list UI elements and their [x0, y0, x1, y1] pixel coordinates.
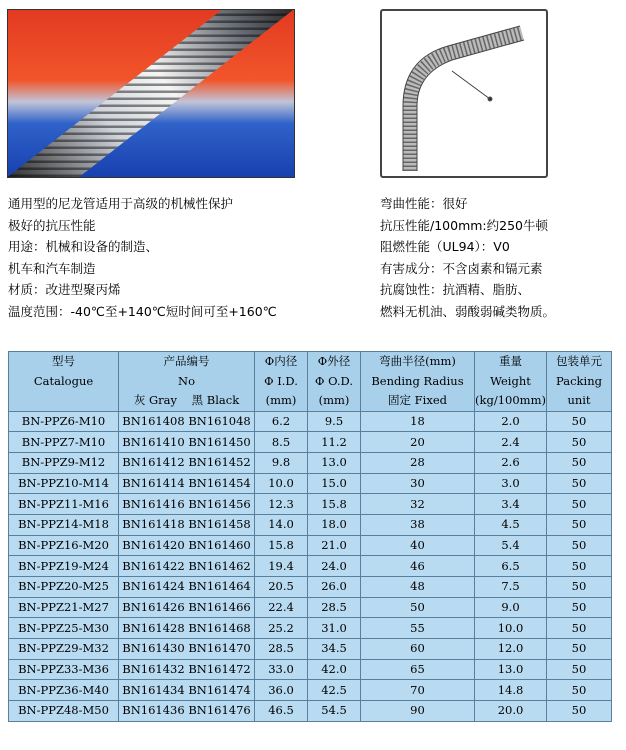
header-line: (mm)	[265, 393, 297, 407]
cell-id: 12.3	[255, 494, 308, 515]
cell-od: 24.0	[308, 556, 361, 577]
cell-catalogue: BN-PPZ21-M27	[9, 597, 119, 618]
cell-product-no: BN161436 BN161476	[119, 701, 255, 722]
cell-weight: 9.0	[475, 597, 547, 618]
cell-product-no: BN161426 BN161466	[119, 597, 255, 618]
header-line: 灰 Gray 黑 Black	[133, 393, 240, 407]
table-row	[9, 494, 612, 515]
header-line: No	[178, 373, 195, 388]
description-right	[380, 193, 555, 322]
desc-right-line: 有害成分：不含卤素和镉元素	[380, 260, 543, 276]
cell-id: 28.5	[255, 639, 308, 660]
cell-packing-unit: 50	[547, 701, 612, 722]
conduit-photo	[7, 9, 295, 178]
cell-id: 15.8	[255, 535, 308, 556]
cell-od: 15.8	[308, 494, 361, 515]
header-od	[308, 352, 361, 412]
cell-catalogue: BN-PPZ20-M25	[9, 577, 119, 598]
cell-product-no: BN161434 BN161474	[119, 680, 255, 701]
header-line: 产品编号	[163, 354, 210, 368]
cell-bending-radius: 40	[361, 535, 475, 556]
header-line: 重量	[499, 354, 522, 368]
spec-table	[8, 351, 612, 722]
cell-product-no: BN161412 BN161452	[119, 452, 255, 473]
cell-id: 6.2	[255, 411, 308, 432]
header-line	[9, 391, 118, 411]
cell-product-no: BN161410 BN161450	[119, 432, 255, 453]
cell-packing-unit: 50	[547, 680, 612, 701]
header-line: 包装单元	[556, 354, 602, 368]
cell-catalogue: BN-PPZ36-M40	[9, 680, 119, 701]
cell-catalogue: BN-PPZ14-M18	[9, 514, 119, 535]
cell-product-no: BN161408 BN161048	[119, 411, 255, 432]
desc-left-line: 极好的抗压性能	[8, 217, 96, 233]
header-line: 弯曲半径(mm)	[379, 354, 456, 368]
cell-catalogue: BN-PPZ16-M20	[9, 535, 119, 556]
table-row	[9, 597, 612, 618]
cell-id: 25.2	[255, 618, 308, 639]
cell-catalogue: BN-PPZ48-M50	[9, 701, 119, 722]
cell-id: 19.4	[255, 556, 308, 577]
cell-weight: 3.0	[475, 473, 547, 494]
cell-product-no: BN161418 BN161458	[119, 514, 255, 535]
table-row	[9, 452, 612, 473]
header-line: Bending Radius	[371, 373, 464, 388]
header-line: 型号	[52, 354, 75, 368]
cell-od: 21.0	[308, 535, 361, 556]
cell-packing-unit: 50	[547, 535, 612, 556]
description-left	[8, 193, 277, 322]
desc-left-line: 温度范围：-40℃至+140℃短时间可至+160℃	[8, 303, 277, 319]
cell-bending-radius: 38	[361, 514, 475, 535]
cell-catalogue: BN-PPZ9-M12	[9, 452, 119, 473]
desc-left-line: 机车和汽车制造	[8, 260, 96, 276]
table-row	[9, 473, 612, 494]
header-bending-radius	[361, 352, 475, 412]
cell-packing-unit: 50	[547, 639, 612, 660]
cell-od: 54.5	[308, 701, 361, 722]
cell-weight: 2.4	[475, 432, 547, 453]
cell-product-no: BN161424 BN161464	[119, 577, 255, 598]
cell-product-no: BN161414 BN161454	[119, 473, 255, 494]
header-line: 固定 Fixed	[388, 393, 447, 407]
desc-right-line: 阻燃性能（UL94）：V0	[380, 239, 510, 254]
header-catalogue	[9, 352, 119, 412]
table-row	[9, 535, 612, 556]
cell-bending-radius: 70	[361, 680, 475, 701]
cell-od: 34.5	[308, 639, 361, 660]
desc-right-line: 抗压性能/100mm:约250牛顿	[380, 217, 548, 233]
cell-od: 28.5	[308, 597, 361, 618]
cell-id: 46.5	[255, 701, 308, 722]
table-row	[9, 701, 612, 722]
cell-weight: 4.5	[475, 514, 547, 535]
header-packing-unit	[547, 352, 612, 412]
cell-weight: 14.8	[475, 680, 547, 701]
cell-od: 31.0	[308, 618, 361, 639]
cell-id: 8.5	[255, 432, 308, 453]
cell-packing-unit: 50	[547, 659, 612, 680]
table-row	[9, 514, 612, 535]
cell-bending-radius: 60	[361, 639, 475, 660]
cell-od: 13.0	[308, 452, 361, 473]
desc-left-line: 通用型的尼龙管适用于高级的机械性保护	[8, 196, 234, 211]
desc-right-line: 弯曲性能：很好	[380, 196, 468, 211]
table-row	[9, 618, 612, 639]
header-line: unit	[567, 393, 591, 407]
cell-weight: 12.0	[475, 639, 547, 660]
cell-bending-radius: 55	[361, 618, 475, 639]
desc-right-line: 抗腐蚀性：抗酒精、脂肪、	[380, 282, 531, 297]
cell-id: 10.0	[255, 473, 308, 494]
cell-od: 11.2	[308, 432, 361, 453]
cell-catalogue: BN-PPZ10-M14	[9, 473, 119, 494]
cell-bending-radius: 20	[361, 432, 475, 453]
cell-packing-unit: 50	[547, 473, 612, 494]
cell-packing-unit: 50	[547, 432, 612, 453]
cell-product-no: BN161422 BN161462	[119, 556, 255, 577]
cell-bending-radius: 46	[361, 556, 475, 577]
desc-right-line: 燃料无机油、弱酸弱碱类物质。	[380, 303, 556, 319]
cell-product-no: BN161416 BN161456	[119, 494, 255, 515]
cell-packing-unit: 50	[547, 514, 612, 535]
table-row	[9, 411, 612, 432]
cell-weight: 7.5	[475, 577, 547, 598]
cell-product-no: BN161420 BN161460	[119, 535, 255, 556]
cell-packing-unit: 50	[547, 556, 612, 577]
table-row	[9, 556, 612, 577]
header-line: Φ外径	[317, 354, 351, 368]
spec-table-body	[9, 411, 612, 721]
cell-catalogue: BN-PPZ25-M30	[9, 618, 119, 639]
header-line: Φ I.D.	[264, 373, 298, 388]
desc-left-line: 材质：改进型聚丙烯	[8, 282, 121, 297]
table-row	[9, 639, 612, 660]
cell-bending-radius: 28	[361, 452, 475, 473]
cell-catalogue: BN-PPZ33-M36	[9, 659, 119, 680]
cell-weight: 13.0	[475, 659, 547, 680]
cell-bending-radius: 18	[361, 411, 475, 432]
cell-weight: 10.0	[475, 618, 547, 639]
header-line: Packing	[556, 373, 602, 388]
header-line: (mm)	[318, 393, 350, 407]
cell-packing-unit: 50	[547, 597, 612, 618]
desc-left-line: 用途：机械和设备的制造、	[8, 239, 159, 254]
table-row	[9, 659, 612, 680]
cell-bending-radius: 32	[361, 494, 475, 515]
table-row	[9, 680, 612, 701]
cell-catalogue: BN-PPZ29-M32	[9, 639, 119, 660]
table-row	[9, 432, 612, 453]
header-no	[119, 352, 255, 412]
cell-weight: 3.4	[475, 494, 547, 515]
cell-catalogue: BN-PPZ7-M10	[9, 432, 119, 453]
bending-illustration	[380, 9, 548, 178]
cell-packing-unit: 50	[547, 452, 612, 473]
header-id	[255, 352, 308, 412]
cell-catalogue: BN-PPZ6-M10	[9, 411, 119, 432]
cell-weight: 5.4	[475, 535, 547, 556]
cell-od: 26.0	[308, 577, 361, 598]
cell-catalogue: BN-PPZ19-M24	[9, 556, 119, 577]
cell-od: 18.0	[308, 514, 361, 535]
cell-packing-unit: 50	[547, 618, 612, 639]
cell-catalogue: BN-PPZ11-M16	[9, 494, 119, 515]
header-weight	[475, 352, 547, 412]
header-line: Φ O.D.	[315, 373, 353, 388]
cell-bending-radius: 30	[361, 473, 475, 494]
spec-table-header	[9, 352, 612, 412]
cell-bending-radius: 65	[361, 659, 475, 680]
cell-id: 33.0	[255, 659, 308, 680]
cell-id: 14.0	[255, 514, 308, 535]
cell-id: 22.4	[255, 597, 308, 618]
cell-weight: 2.0	[475, 411, 547, 432]
cell-od: 15.0	[308, 473, 361, 494]
cell-weight: 2.6	[475, 452, 547, 473]
cell-id: 20.5	[255, 577, 308, 598]
cell-packing-unit: 50	[547, 577, 612, 598]
table-row	[9, 577, 612, 598]
cell-id: 9.8	[255, 452, 308, 473]
cell-od: 42.0	[308, 659, 361, 680]
cell-bending-radius: 50	[361, 597, 475, 618]
cell-packing-unit: 50	[547, 494, 612, 515]
cell-product-no: BN161428 BN161468	[119, 618, 255, 639]
header-line: Φ内径	[264, 354, 298, 368]
cell-bending-radius: 48	[361, 577, 475, 598]
cell-weight: 20.0	[475, 701, 547, 722]
cell-product-no: BN161430 BN161470	[119, 639, 255, 660]
cell-od: 9.5	[308, 411, 361, 432]
cell-product-no: BN161432 BN161472	[119, 659, 255, 680]
header-line: Weight	[490, 373, 531, 388]
cell-packing-unit: 50	[547, 411, 612, 432]
cell-od: 42.5	[308, 680, 361, 701]
cell-weight: 6.5	[475, 556, 547, 577]
cell-bending-radius: 90	[361, 701, 475, 722]
cell-id: 36.0	[255, 680, 308, 701]
header-line: Catalogue	[33, 373, 94, 388]
header-line: (kg/100mm)	[475, 393, 546, 407]
